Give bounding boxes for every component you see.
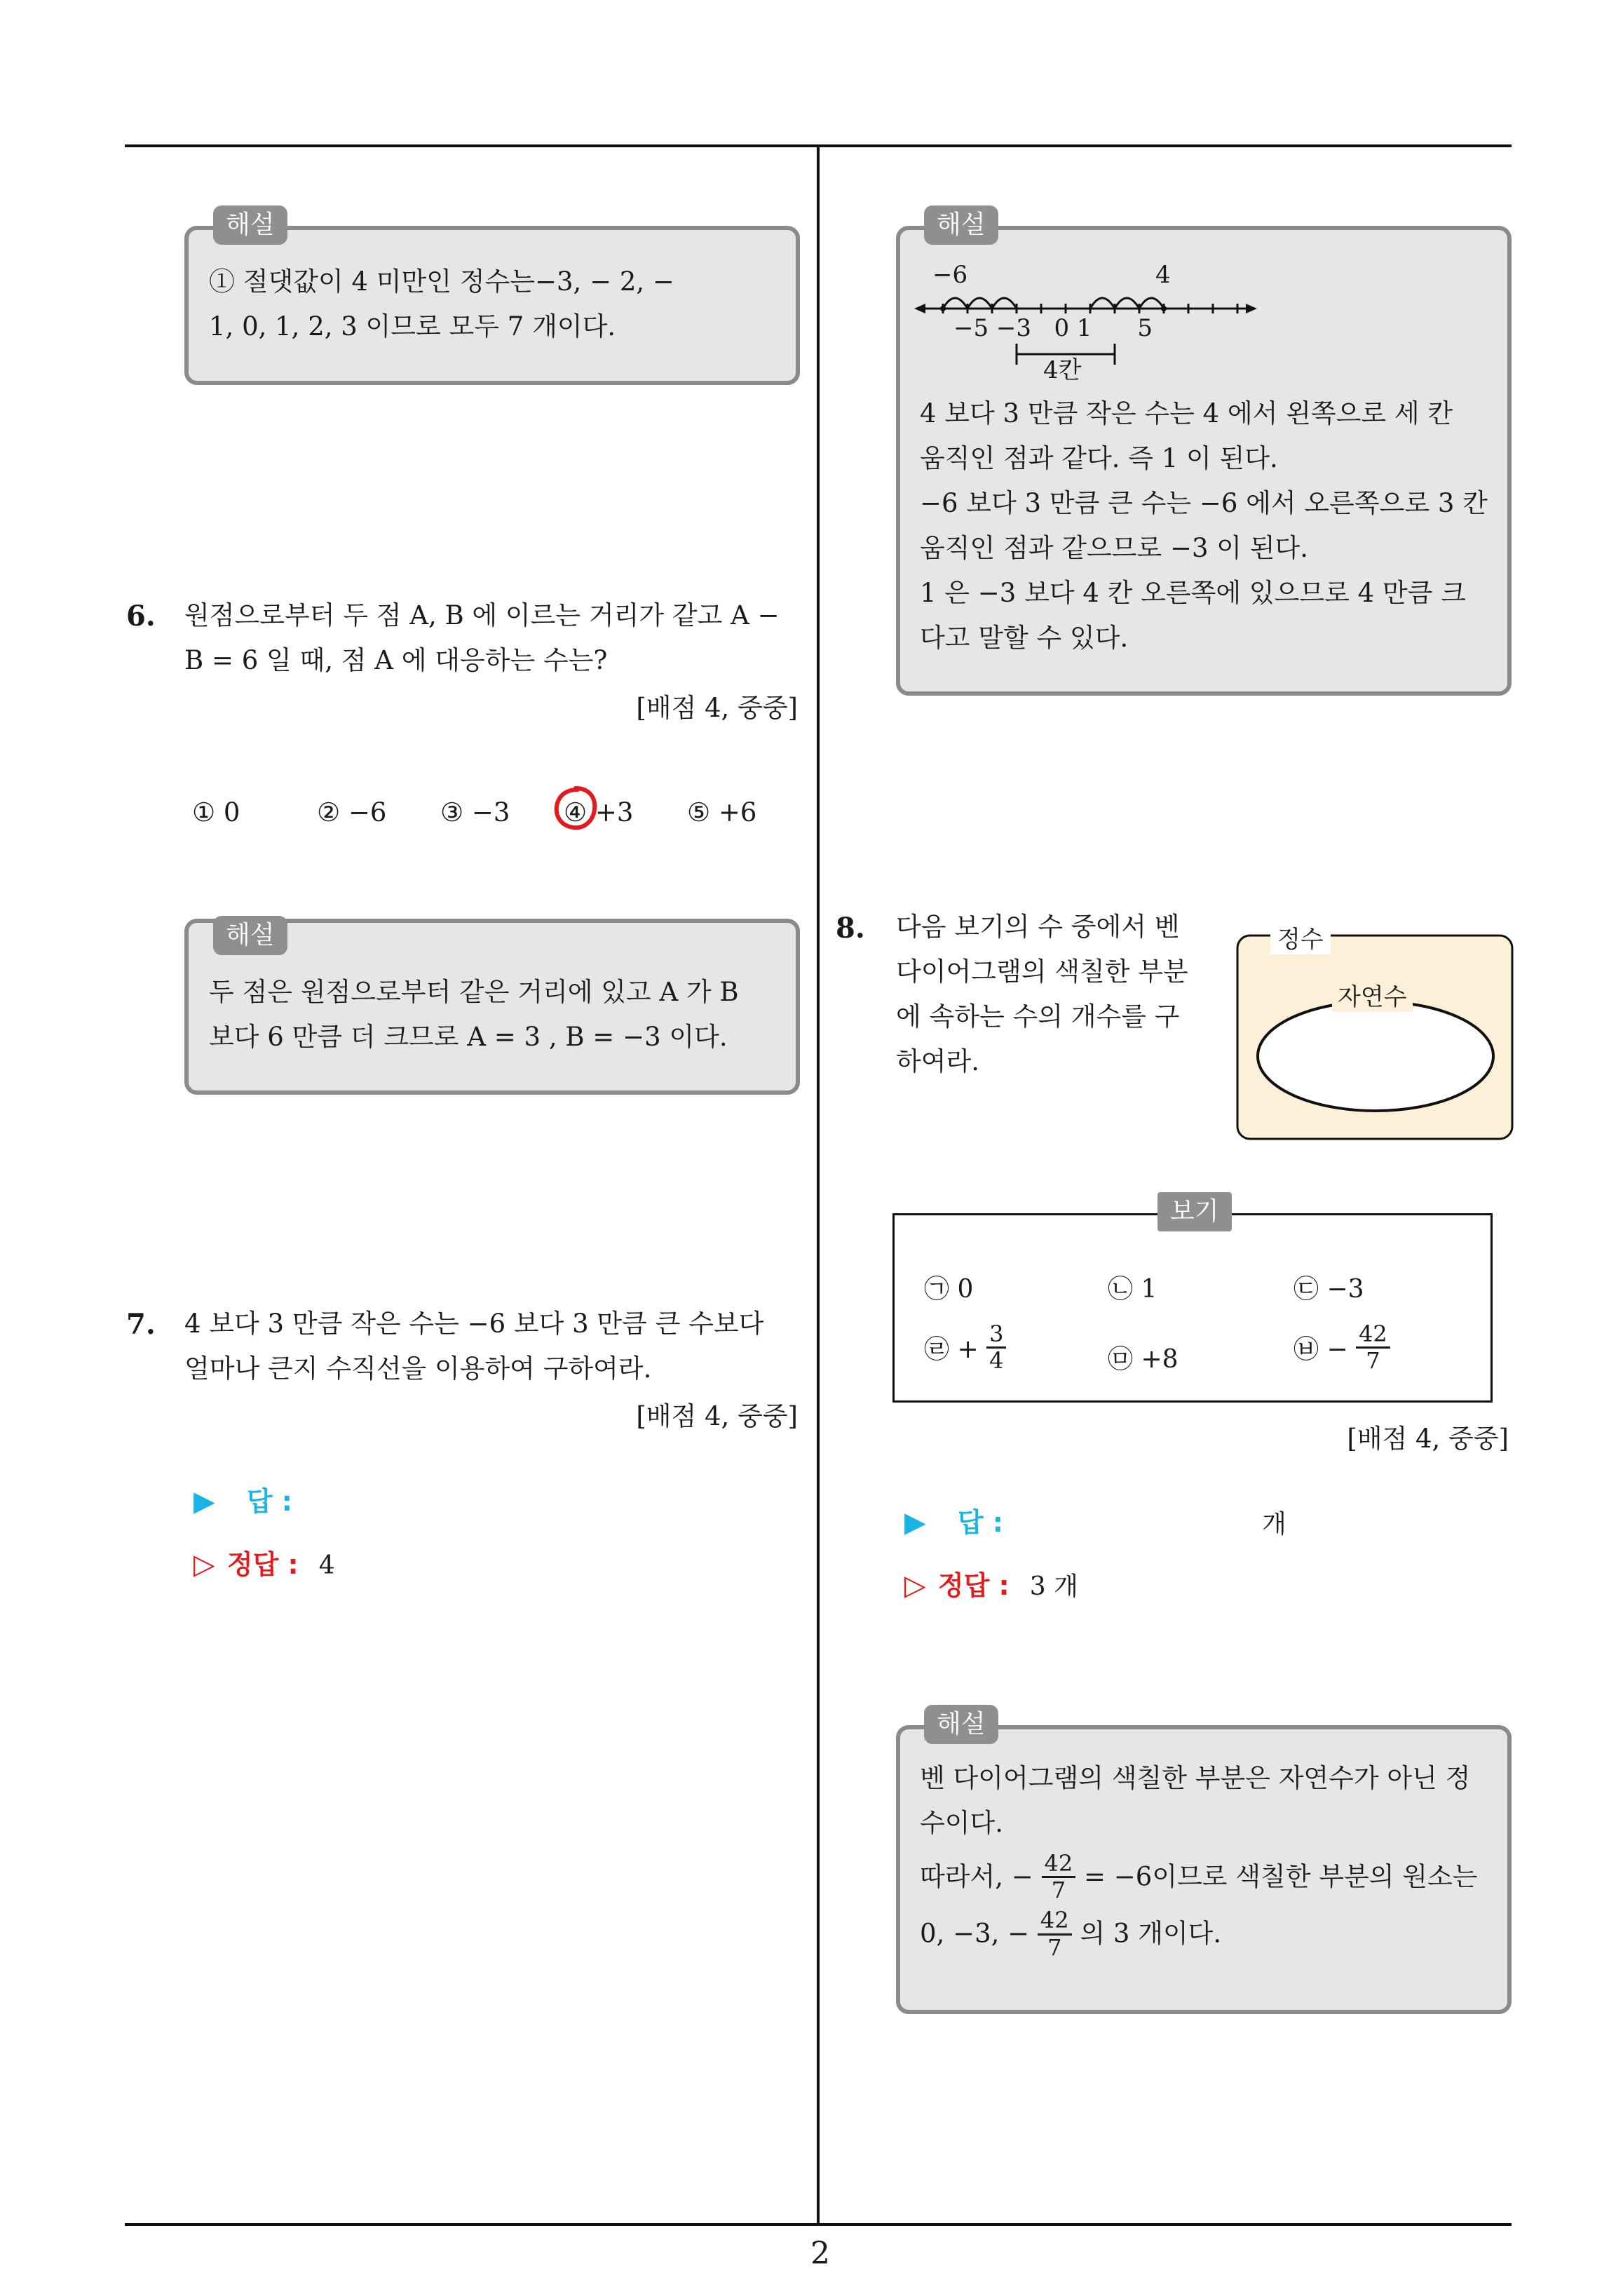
question-7-correct-row (193, 1543, 335, 1585)
bogi-item-d-denominator: 4 (989, 1347, 1004, 1375)
question-7-answer-row (193, 1480, 292, 1522)
choice-4[interactable]: ④ +3 (564, 797, 634, 828)
question-6-text (184, 593, 801, 683)
bottom-rule (125, 2223, 1512, 2226)
solution-q7-line3: −6 보다 3 만큼 큰 수는 −6 에서 오른쪽으로 3 칸 (920, 488, 1488, 518)
question-8-line3: 에 속하는 수의 개수를 구 (896, 1001, 1180, 1032)
bogi-box (892, 1213, 1493, 1403)
question-8-text (896, 905, 1204, 1084)
solution-q8-line3-numerator: 42 (1042, 1851, 1076, 1878)
bogi-tag: 보기 (1157, 1192, 1232, 1231)
solution-q7-line4: 움직인 점과 같으므로 −3 이 된다. (920, 533, 1309, 563)
question-6-number: 6. (126, 600, 156, 633)
bogi-item-f-denominator: 7 (1366, 1347, 1380, 1375)
solution-q8-line3-prefix: 따라서, − (920, 1861, 1033, 1892)
solution-tag: 해설 (213, 205, 287, 245)
correct-label: 정답 : (937, 1570, 1010, 1601)
question-6-line1: 원점으로부터 두 점 A, B 에 이르는 거리가 같고 A − (184, 600, 780, 630)
answer-arrow-icon: ▶ (904, 1506, 926, 1539)
choice-2[interactable]: ② −6 (317, 797, 387, 828)
choice-5[interactable]: ⑤ +6 (687, 797, 757, 828)
question-7-points: [배점 4, 중중] (636, 1401, 798, 1431)
solution-q6-line1: 두 점은 원점으로부터 같은 거리에 있고 A 가 B (209, 977, 739, 1007)
bogi-item-f-prefix: ㉥ − (1293, 1335, 1348, 1365)
answer-arrow-icon: ▶ (193, 1485, 215, 1518)
column-divider (817, 144, 820, 2224)
numline-label-top-left: −6 (932, 261, 968, 289)
solution-q8-line4-fraction (1038, 1908, 1072, 1959)
solution-q8-line4 (920, 1908, 1502, 1959)
page-number: 2 (810, 2236, 830, 2271)
numline-label-top-right: 4 (1155, 261, 1171, 289)
solution-q8-line4-prefix: 0, −3, − (920, 1919, 1030, 1950)
solution-q8-line4-suffix: 의 3 개이다. (1080, 1919, 1222, 1950)
bogi-item-e: ㉤ +8 (1108, 1345, 1179, 1374)
solution-q8-line2: 수이다. (920, 1808, 1003, 1838)
answer-label: 답 : (246, 1486, 292, 1517)
solution-q6-line2: 보다 6 만큼 더 크므로 A = 3 , B = −3 이다. (209, 1022, 728, 1052)
numline-tick-labels: −5 −3 0 1 5 (953, 314, 1153, 342)
correct-arrow-icon: ▷ (904, 1569, 926, 1602)
question-7-text (184, 1302, 801, 1391)
solution-q6-text (209, 970, 784, 1060)
solution-q8-line4-numerator: 42 (1038, 1908, 1072, 1935)
solution-q8-line3-denominator: 7 (1051, 1877, 1066, 1904)
solution-q8-line3 (920, 1851, 1502, 1903)
question-7-number: 7. (126, 1308, 156, 1341)
correct-value: 4 (318, 1551, 335, 1580)
numline-span-label: 4칸 (1043, 356, 1082, 384)
solution-q8-line3-suffix: = −6이므로 색칠한 부분의 원소는 (1084, 1861, 1478, 1892)
solution-q8-line1: 벤 다이어그램의 색칠한 부분은 자연수가 아닌 정 (920, 1763, 1471, 1793)
solution-q8-text (920, 1756, 1502, 1960)
solution-q8-line4-denominator: 7 (1047, 1933, 1062, 1961)
solution-q8-line3-fraction (1042, 1851, 1076, 1903)
solution-q7-text (920, 391, 1495, 661)
bogi-item-d-prefix: ㉣ + (924, 1335, 979, 1365)
correct-value: 3 개 (1029, 1572, 1078, 1601)
solution-tag: 해설 (924, 205, 998, 245)
answer-circle-mark (551, 784, 600, 833)
question-8-line4: 하여라. (896, 1046, 979, 1076)
choice-1[interactable]: ① 0 (192, 797, 240, 828)
solution-q5-line1: ① 절댓값이 4 미만인 정수는−3, − 2, − (209, 266, 674, 297)
question-8-correct-row (904, 1564, 1078, 1606)
bogi-item-d-fraction (986, 1322, 1006, 1373)
bogi-item-f-fraction (1356, 1322, 1390, 1373)
number-line-diagram (911, 261, 1262, 387)
bogi-item-a: ㉠ 0 (924, 1275, 974, 1304)
solution-tag: 해설 (213, 916, 287, 955)
question-7-line1: 4 보다 3 만큼 작은 수는 −6 보다 3 만큼 큰 수보다 (184, 1309, 764, 1339)
correct-arrow-icon: ▷ (193, 1548, 215, 1581)
solution-q5-text (209, 259, 784, 349)
correct-label: 정답 : (226, 1549, 299, 1580)
bogi-item-d (924, 1322, 1006, 1373)
question-8-number: 8. (836, 912, 865, 945)
choice-3[interactable]: ③ −3 (440, 797, 510, 828)
venn-diagram (1235, 916, 1514, 1142)
solution-q7-line6: 다고 말할 수 있다. (920, 623, 1129, 653)
bogi-item-c: ㉢ −3 (1293, 1275, 1364, 1304)
solution-q7-line5: 1 은 −3 보다 4 칸 오른쪽에 있으므로 4 만큼 크 (920, 578, 1466, 608)
bogi-item-f-numerator: 42 (1356, 1322, 1390, 1349)
solution-q7-line1: 4 보다 3 만큼 작은 수는 4 에서 왼쪽으로 세 칸 (920, 398, 1453, 428)
question-8-line1: 다음 보기의 수 중에서 벤 (896, 912, 1180, 942)
question-6-line2: B = 6 일 때, 점 A 에 대응하는 수는? (184, 645, 608, 675)
question-6-points: [배점 4, 중중] (636, 693, 798, 723)
question-7-line2: 얼마나 큰지 수직선을 이용하여 구하여라. (184, 1353, 652, 1384)
bogi-item-d-numerator: 3 (986, 1322, 1006, 1349)
solution-q5-line2: 1, 0, 1, 2, 3 이므로 모두 7 개이다. (209, 311, 616, 342)
bogi-item-f (1293, 1322, 1390, 1373)
question-8-answer-row (904, 1501, 1297, 1543)
venn-outer-label: 정수 (1270, 920, 1331, 954)
answer-unit: 개 (1262, 1510, 1286, 1539)
answer-label: 답 : (957, 1507, 1003, 1538)
bogi-item-b: ㉡ 1 (1108, 1275, 1157, 1304)
question-8-line2: 다이어그램의 색칠한 부분 (896, 957, 1188, 987)
solution-tag: 해설 (924, 1705, 998, 1744)
solution-q7-line2: 움직인 점과 같다. 즉 1 이 된다. (920, 443, 1278, 473)
question-8-points: [배점 4, 중중] (1347, 1424, 1509, 1454)
venn-inner-label: 자연수 (1332, 978, 1413, 1012)
